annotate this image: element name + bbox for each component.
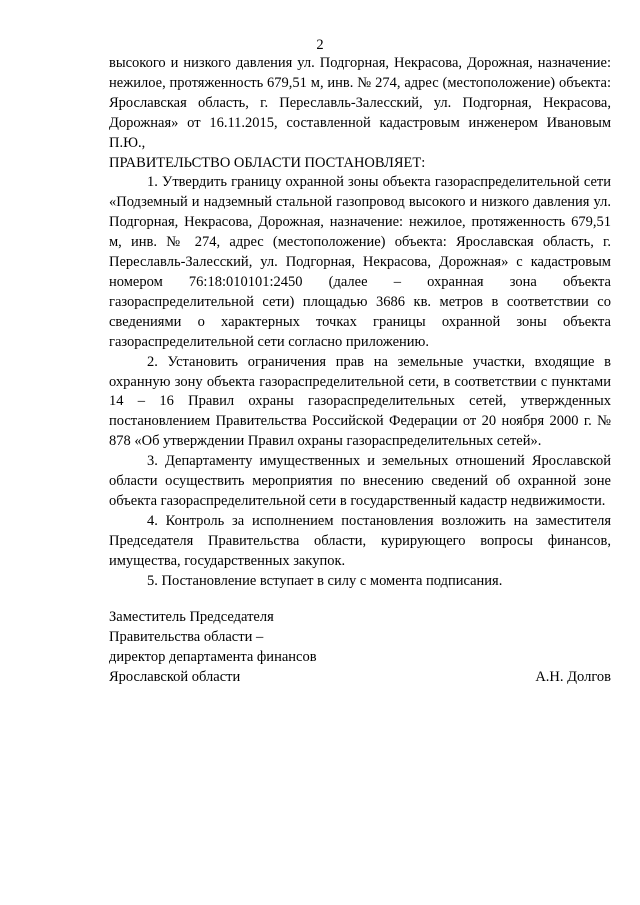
resolution-item-5: 5. Постановление вступает в силу с момента подписания. bbox=[147, 572, 503, 589]
resolution-item-2: 2. Установить ограничения прав на земельные участки, входящие в охранную зону объекта газораспределительной сети, в соответствии с пунктами 14 – 16 Правил охраны газораспределительных сетей, утвержденных постановлением Правительства Российской Федерации от 20 ноября 2000 г. № 878 «Об утверждении Правил охраны газораспределительных сетей». bbox=[109, 353, 611, 450]
signatory-name: А.Н. Долгов bbox=[535, 668, 611, 685]
page-number: 2 bbox=[316, 37, 324, 53]
signature-last-row bbox=[109, 668, 611, 688]
resolution-item-1: 1. Утвердить границу охранной зоны объекта газораспределительной сети «Подземный и надземный стальной газопровод высокого и низкого давления ул. Подгорная, Некрасова, Дорожная, назначение: нежилое, протяженность 679,51 м, инв. № 274, адрес (местоположение) объекта: Ярославская область, г. Переславль-Залесский, ул. Подгорная, Некрасова, Дорожная» с кадастровым номером 76:18:010101:2450 (далее – охранная зона объекта газораспределительной сети) площадью 3686 кв. метров в соответствии со сведениями о характерных точках границы охранной зоны объекта газораспределительной сети согласно приложению. bbox=[109, 174, 611, 350]
signatory-position-line-1: Заместитель Председателя bbox=[109, 609, 274, 625]
signature-block bbox=[109, 608, 611, 688]
signatory-position-line-2: Правительства области – bbox=[109, 628, 264, 645]
signatory-position-line-3: директор департамента финансов bbox=[109, 648, 317, 665]
continuation-paragraph: высокого и низкого давления ул. Подгорная, Некрасова, Дорожная, назначение: нежилое, протяженность 679,51 м, инв. № 274, адрес (местоположение) объекта: Ярославская область, г. Переславль-Залесский, ул. Подгорная, Некрасова, Дорожная» от 16.11.2015, составленной кадастровым инженером Ивановым П.Ю., bbox=[109, 55, 611, 151]
signatory-position-line-4: Ярославской области bbox=[109, 668, 241, 685]
resolution-heading: ПРАВИТЕЛЬСТВО ОБЛАСТИ ПОСТАНОВЛЯЕТ: bbox=[109, 154, 426, 171]
resolution-item-4: 4. Контроль за исполнением постановления возложить на заместителя Председателя Правительства области, курирующего вопросы финансов, имущества, государственных закупок. bbox=[109, 512, 611, 569]
resolution-item-3: 3. Департаменту имущественных и земельных отношений Ярославской области осуществить мероприятия по внесению сведений об охранной зоне объекта газораспределительной сети в государственный кадастр недвижимости. bbox=[109, 453, 611, 509]
document-body bbox=[109, 54, 611, 591]
